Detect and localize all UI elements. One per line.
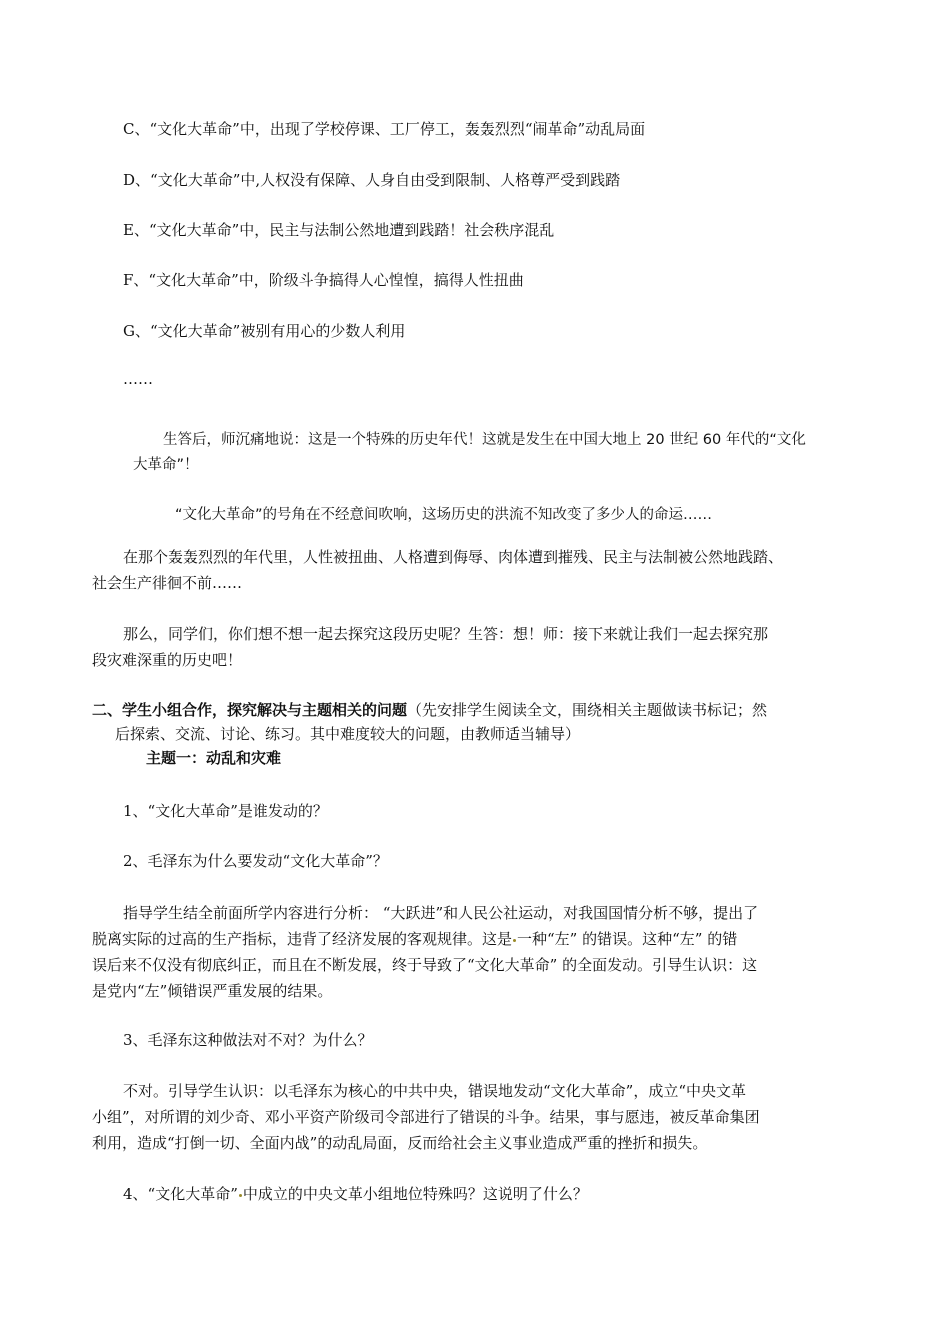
section-two-heading-line [92,700,767,720]
era-paragraph-line2: 社会生产徘徊不前…… [92,574,243,592]
mark-dot-icon [239,1194,242,1197]
list-item-g: G、“文化大革命”被别有用心的少数人利用 [123,322,406,340]
answer3-line2: 小组”，对所谓的刘少奇、邓小平资产阶级司令部进行了错误的斗争。结果，事与愿违，被反革命集团 [92,1108,760,1126]
analysis-line2b: 一种“左” 的错误。这种“左” 的错 [517,930,738,948]
analysis-line1: 指导学生结全前面所学内容进行分析： “大跃进”和人民公社运动，对我国国情分析不够，提出了 [123,904,759,922]
analysis-line3: 误后来不仅没有彻底纠正，而且在不断发展，终于导致了“文化大革命” 的全面发动。引导生认识：这 [92,956,758,974]
invite-paragraph-line1: 那么，同学们，你们想不想一起去探究这段历史呢？生答：想！师：接下来就让我们一起去探究那 [123,625,769,643]
question-4-part-b: 中成立的中央文革小组地位特殊吗？这说明了什么？ [242,1185,588,1203]
theme-one-heading: 主题一：动乱和灾难 [146,749,282,767]
answer3-line1: 不对。引导学生认识：以毛泽东为核心的中共中央，错误地发动“文化大革命”，成立“中央文革 [123,1082,747,1100]
analysis-line2 [92,929,737,949]
analysis-line2a: 脱离实际的过高的生产指标，违背了经济发展的客观规律。这是 [92,930,513,948]
question-1: 1、“文化大革命”是谁发动的？ [123,802,328,820]
section-two-heading: 二、学生小组合作，探究解决与主题相关的问题 [92,701,408,719]
era-paragraph-line1: 在那个轰轰烈烈的年代里，人性被扭曲、人格遭到侮辱、肉体遭到摧残、民主与法制被公然地践踏、 [123,548,784,566]
list-item-d: D、“文化大革命”中,人权没有保障、人身自由受到限制、人格尊严受到践踏 [123,171,621,189]
question-4-part-a: 4、“文化大革命” [123,1185,238,1203]
teacher-remark-line1: 生答后，师沉痛地说：这是一个特殊的历史年代！这就是发生在中国大地上 20 世纪 60 年代的“文化 [163,432,806,448]
analysis-line4: 是党内“左”倾错误严重发展的结果。 [92,982,333,1000]
answer3-line3: 利用，造成“打倒一切、全面内战”的动乱局面，反而给社会主义事业造成严重的挫折和损失。 [92,1134,708,1152]
list-item-e: E、“文化大革命”中，民主与法制公然地遭到践踏！社会秩序混乱 [123,221,555,239]
question-2: 2、毛泽东为什么要发动“文化大革命”？ [123,852,388,870]
question-4 [123,1184,588,1204]
list-ellipsis: …… [123,370,153,388]
horn-line: “文化大革命”的号角在不经意间吹响，这场历史的洪流不知改变了多少人的命运…… [175,507,713,523]
list-item-c: C、“文化大革命”中，出现了学校停课、工厂停工，轰轰烈烈“闹革命”动乱局面 [123,120,646,138]
mark-dot-icon [513,939,516,942]
teacher-remark-line2: 大革命”！ [133,457,199,473]
invite-paragraph-line2: 段灾难深重的历史吧！ [92,651,243,669]
section-two-note-line2: 后探索、交流、讨论、练习。其中难度较大的问题，由教师适当辅导） [115,725,581,743]
question-3: 3、毛泽东这种做法对不对？为什么？ [123,1031,373,1049]
section-two-note-line1: （先安排学生阅读全文，围绕相关主题做读书标记；然 [407,701,768,719]
list-item-f: F、“文化大革命”中，阶级斗争搞得人心惶惶，搞得人性扭曲 [123,271,524,289]
